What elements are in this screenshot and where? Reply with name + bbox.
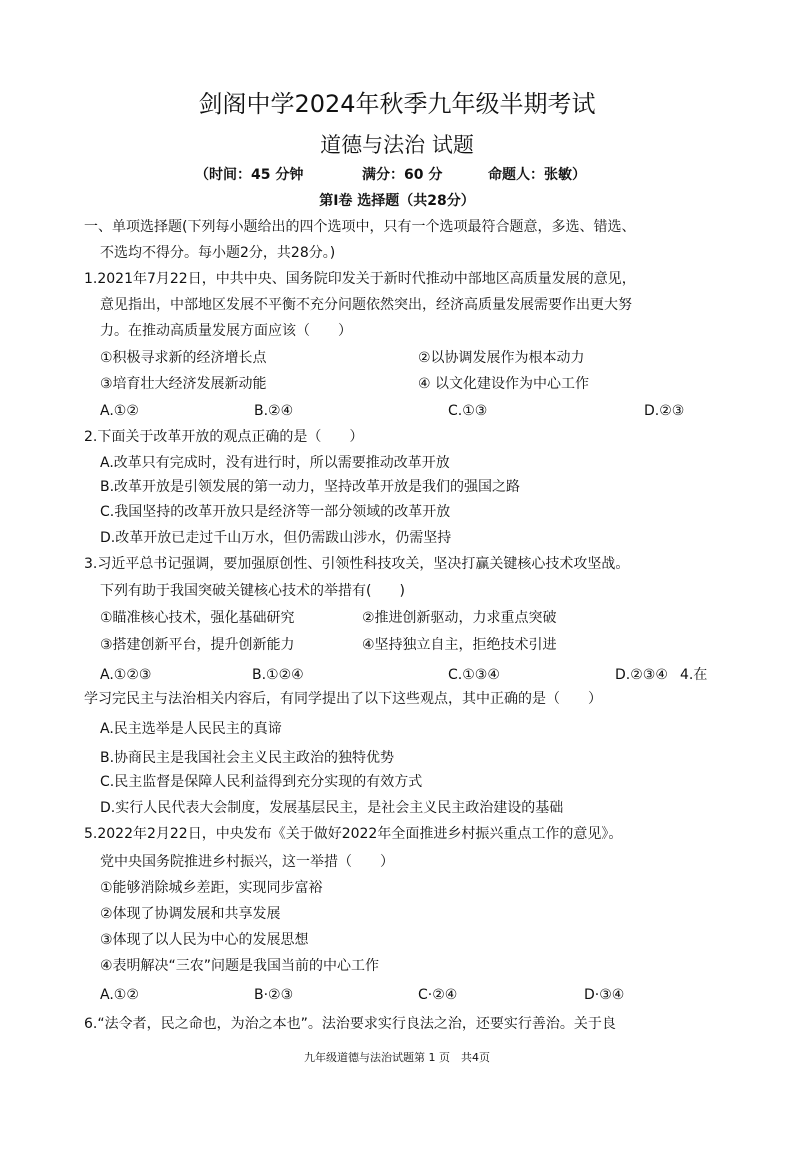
question-stem: 力。在推动高质量发展方面应该（ ） (100, 323, 352, 339)
question-item: ④ 以文化建设作为中心工作 (418, 376, 590, 392)
question-item: ①瞄准核心技术，强化基础研究 (100, 610, 295, 626)
question-item: ②体现了协调发展和共享发展 (100, 906, 281, 922)
question-item: ④表明解决“三农”问题是我国当前的中心工作 (100, 958, 380, 974)
answer-option: D·③④ (584, 987, 625, 1003)
answer-option: A.①② (100, 403, 139, 419)
answer-option: C.我国坚持的改革开放只是经济等一部分领域的改革开放 (100, 504, 451, 520)
question-item: ③培育壮大经济发展新动能 (100, 376, 267, 392)
question-stem: 党中央国务院推进乡村振兴，这一举措（ ） (100, 854, 394, 870)
question-item: ③体现了以人民为中心的发展思想 (100, 932, 309, 948)
answer-option: B.改革开放是引领发展的第一动力，坚持改革开放是我们的强国之路 (100, 479, 521, 495)
answer-option: D.实行人民代表大会制度，发展基层民主，是社会主义民主政治建设的基础 (100, 800, 564, 816)
question-stem: 3.习近平总书记强调，要加强原创性、引领性科技攻关，坚决打赢关键核心技术攻坚战。 (84, 556, 630, 572)
exam-setter: 命题人：张敏） (488, 167, 586, 183)
question-item: ①能够消除城乡差距，实现同步富裕 (100, 880, 323, 896)
question-stem: 意见指出，中部地区发展不平衡不充分问题依然突出，经济高质量发展需要作出更大努 (100, 297, 632, 313)
question-stem: 下列有助于我国突破关键核心技术的举措有( ) (100, 583, 405, 599)
question-item: ②推进创新驱动，力求重点突破 (362, 610, 557, 626)
answer-option: B·②③ (254, 987, 294, 1003)
exam-title: 剑阁中学2024年秋季九年级半期考试 (198, 90, 596, 118)
instructions-line: 一、单项选择题(下列每小题给出的四个选项中，只有一个选项最符合题意，多选、错选、 (84, 219, 636, 235)
question-stem: 4.在 (680, 667, 708, 683)
instructions-line: 不选均不得分。每小题2分，共28分。) (100, 245, 336, 261)
answer-option: A.①② (100, 987, 139, 1003)
question-item: ③搭建创新平台，提升创新能力 (100, 637, 295, 653)
exam-time: （时间：45 分钟 (195, 167, 304, 183)
question-item: ②以协调发展作为根本动力 (418, 350, 585, 366)
section-title: 第Ⅰ卷 选择题（共28分） (319, 193, 475, 209)
answer-option: C.①③④ (448, 667, 500, 683)
answer-option: D.改革开放已走过千山万水，但仍需跋山涉水，仍需坚持 (100, 530, 452, 546)
page-footer: 九年级道德与法治试题第 1 页 共4页 (304, 1051, 490, 1064)
answer-option: C.①③ (448, 403, 488, 419)
answer-option: A.①②③ (100, 667, 152, 683)
question-item: ④坚持独立自主，拒绝技术引进 (362, 637, 557, 653)
question-stem: 2.下面关于改革开放的观点正确的是（ ） (84, 429, 364, 445)
answer-option: A.改革只有完成时，没有进行时，所以需要推动改革开放 (100, 455, 450, 471)
answer-option: C.民主监督是保障人民利益得到充分实现的有效方式 (100, 774, 423, 790)
answer-option: C·②④ (418, 987, 458, 1003)
answer-option: A.民主选举是人民民主的真谛 (100, 721, 282, 737)
answer-option: B.协商民主是我国社会主义民主政治的独特优势 (100, 750, 395, 766)
question-stem: 5.2022年2月22日，中央发布《关于做好2022年全面推进乡村振兴重点工作的意见》。 (84, 826, 623, 842)
answer-option: D.②③④ (615, 667, 668, 683)
question-stem: 1.2021年7月22日，中共中央、国务院印发关于新时代推动中部地区高质量发展的意见， (84, 271, 636, 287)
answer-option: D.②③ (644, 403, 685, 419)
question-stem: 6.“法令者，民之命也，为治之本也”。法治要求实行良法之治，还要实行善治。关于良 (84, 1016, 616, 1032)
question-item: ①积极寻求新的经济增长点 (100, 350, 267, 366)
answer-option: B.②④ (254, 403, 294, 419)
answer-option: B.①②④ (252, 667, 304, 683)
exam-score: 满分：60 分 (362, 167, 443, 183)
exam-subtitle: 道德与法治 试题 (320, 133, 474, 157)
question-stem: 学习完民主与法治相关内容后，有同学提出了以下这些观点，其中正确的是（ ） (84, 691, 602, 707)
